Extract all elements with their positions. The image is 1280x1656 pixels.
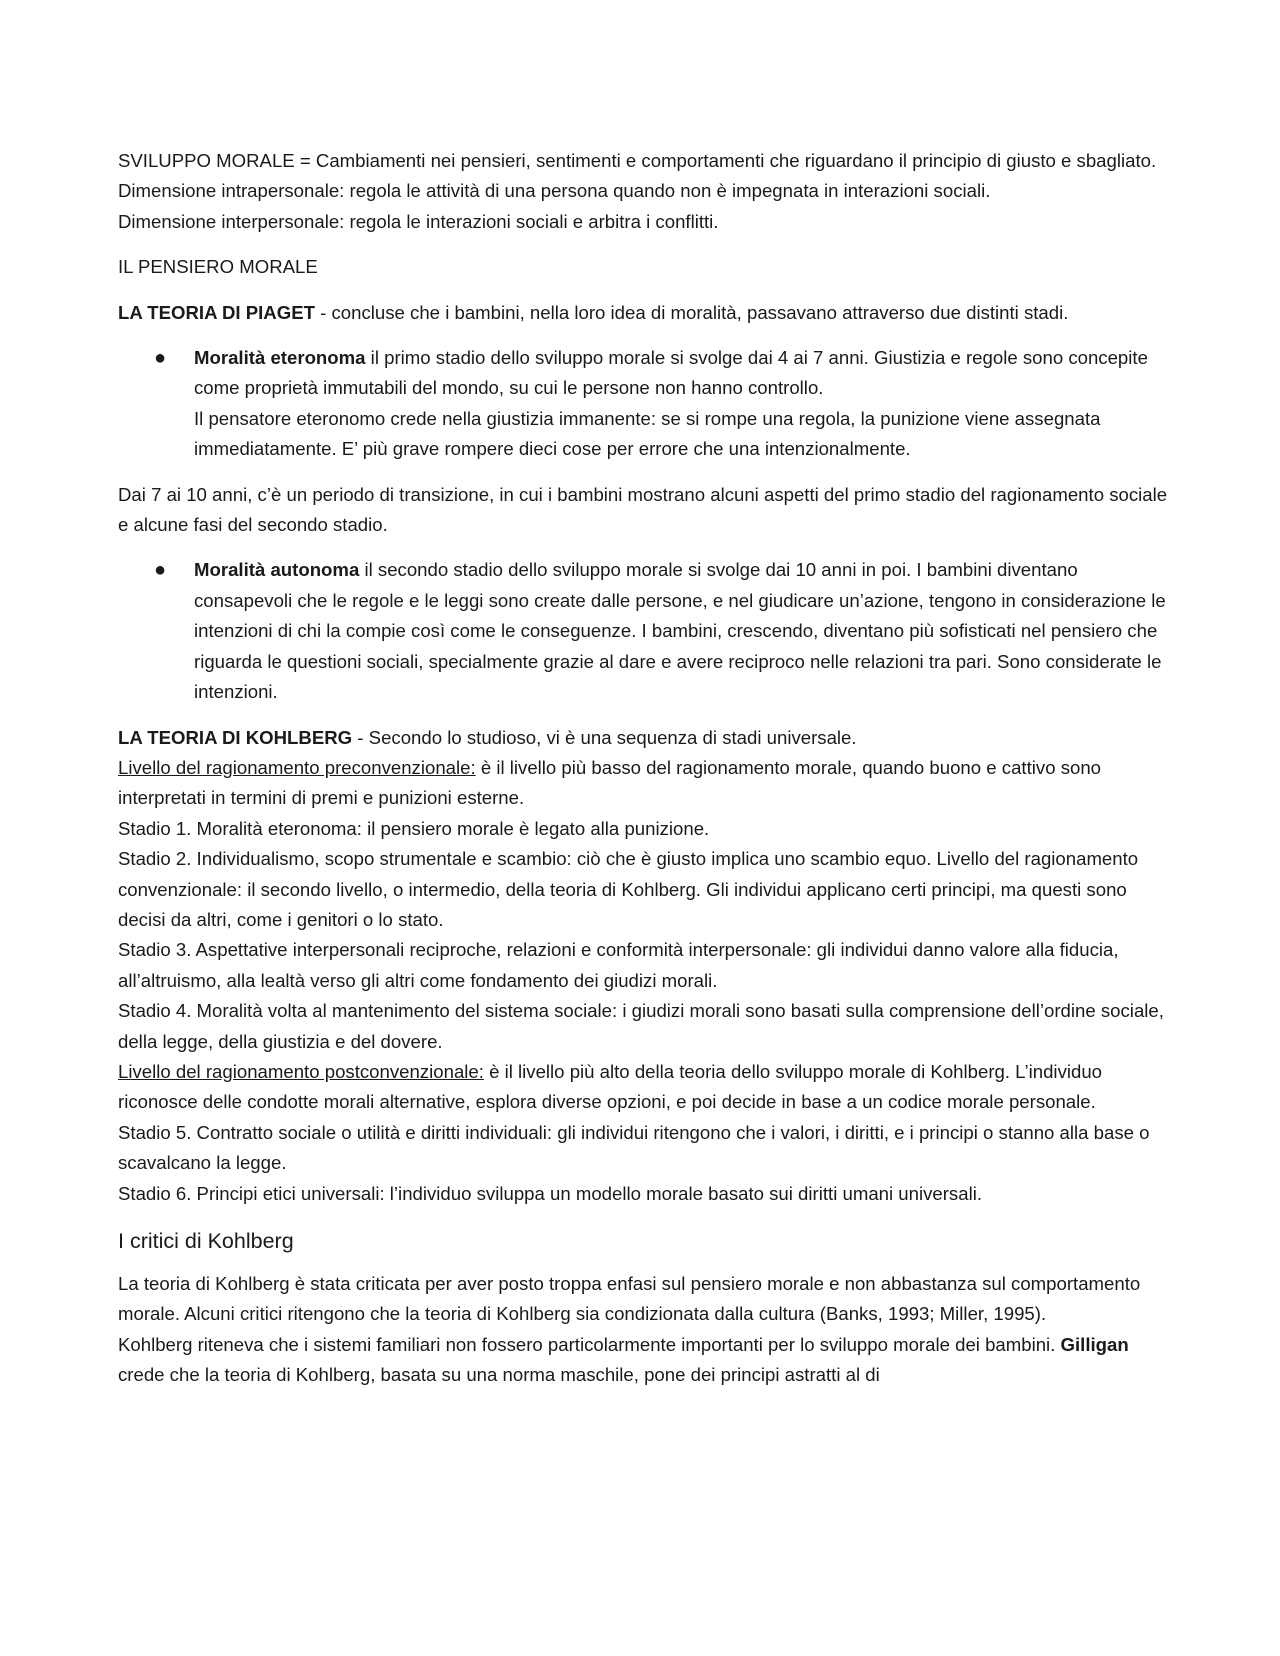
piaget-paragraph (118, 298, 1168, 328)
preconventional-text: è il livello più basso del ragionamento morale, quando buono e cattivo sono interpretati in termini di premi e punizioni esterne. (118, 756, 1102, 809)
kohlberg-stadio-1: Stadio 1. Moralità eteronoma: il pensiero morale è legato alla punizione. (118, 817, 710, 839)
bullet-icon: ● (154, 347, 167, 370)
kohlberg-stadio-4: Stadio 4. Moralità volta al mantenimento del sistema sociale: i giudizi morali sono basati sulla comprensione dell’ordine sociale, della legge, della giustizia e del dovere. (118, 1000, 1164, 1052)
bullet-autonoma-title: Moralità autonoma (194, 559, 360, 581)
section-heading-pensiero: IL PENSIERO MORALE (118, 256, 318, 278)
intro-definition: SVILUPPO MORALE = Cambiamenti nei pensieri, sentimenti e comportamenti che riguardano il principio di giusto e sbagliato. (118, 150, 1157, 171)
gilligan-name: Gilligan (1060, 1333, 1129, 1355)
critici-text-a: Kohlberg riteneva che i sistemi familiari non fossero particolarmente importanti per lo sviluppo morale dei bambini. (118, 1333, 1061, 1355)
list-item (118, 555, 1168, 707)
bullet-eteronoma-text: il primo stadio dello sviluppo morale si svolge dai 4 ai 7 anni. Giustizia e regole sono concepite come proprietà immutabili del mondo, su cui le persone non hanno controllo. (194, 347, 1148, 399)
bullet-eteronoma-text2: Il pensatore eteronomo crede nella giustizia immanente: se si rompe una regola, la punizione viene assegnata immediatamente. E’ più grave rompere dieci cose per errore che una intenzionalmente. (194, 407, 1101, 460)
kohlberg-postconventional (118, 1057, 1168, 1118)
intro-interpersonal: Dimensione interpersonale: regola le interazioni sociali e arbitra i conflitti. (118, 210, 719, 232)
document-page (118, 146, 1168, 1391)
postconventional-text: è il livello più alto della teoria dello sviluppo morale di Kohlberg. L’individuo riconosce delle condotte morali alternative, esplora diverse opzioni, e poi decide in base a un codice morale personale. (118, 1060, 1103, 1113)
critici-paragraph-1: La teoria di Kohlberg è stata criticata per aver posto troppa enfasi sul pensiero morale e non abbastanza sul comportamento morale. Alcuni critici ritengono che la teoria di Kohlberg sia condizionata dalla cultura (Banks, 1993; Miller, 1995). (118, 1273, 1141, 1325)
bullet-eteronoma-main (194, 343, 1168, 404)
list-item (118, 343, 1168, 465)
bullet-autonoma-main (194, 555, 1168, 707)
kohlberg-title: LA TEORIA DI KOHLBERG (118, 726, 353, 748)
bullet-autonoma-text: il secondo stadio dello sviluppo morale si svolge dai 10 anni in poi. I bambini diventano consapevoli che le regole e le leggi sono create dalle persone, e nel giudicare un’azione, tengono in considerazione le intenzioni di chi la compie così come le conseguenze. I bambini, crescendo, diventano più sofisticati nel pensiero che riguarda le questioni sociali, specialmente grazie al dare e avere reciproco nelle relazioni tra pari. Sono considerate le intenzioni. (194, 559, 1166, 703)
kohlberg-preconventional (118, 753, 1168, 814)
piaget-list-2 (118, 555, 1168, 707)
piaget-list-1 (118, 343, 1168, 465)
kohlberg-stadio-5: Stadio 5. Contratto sociale o utilità e diritti individuali: gli individui ritengono che i valori, i diritti, e i principi o stanno alla base o scavalcano la legge. (118, 1121, 1150, 1174)
intro-intrapersonal: Dimensione intrapersonale: regola le attività di una persona quando non è impegnata in interazioni sociali. (118, 180, 991, 202)
bullet-icon: ● (154, 559, 167, 582)
piaget-title: LA TEORIA DI PIAGET (118, 301, 315, 323)
kohlberg-stadio-2: Stadio 2. Individualismo, scopo strumentale e scambio: ciò che è giusto implica uno scambio equo. Livello del ragionamento convenzionale: il secondo livello, o intermedio, della teoria di Kohlberg. Gli individui applicano certi principi, ma questi sono decisi da altri, come i genitori o lo stato. (118, 848, 1139, 930)
postconventional-label: Livello del ragionamento postconvenzionale: (118, 1060, 484, 1082)
critici-paragraph-2 (118, 1330, 1168, 1391)
kohlberg-text: - Secondo lo studioso, vi è una sequenza di stadi universale. (352, 726, 857, 748)
kohlberg-paragraph (118, 723, 1168, 753)
transition-paragraph: Dai 7 ai 10 anni, c’è un periodo di transizione, in cui i bambini mostrano alcuni aspetti del primo stadio del ragionamento sociale e alcune fasi del secondo stadio. (118, 483, 1168, 536)
preconventional-label: Livello del ragionamento preconvenzionale: (118, 756, 476, 778)
kohlberg-stadio-3: Stadio 3. Aspettative interpersonali reciproche, relazioni e conformità interpersonale: gli individui danno valore alla fiducia, all’altruismo, alla lealtà verso gli altri come fondamento dei giudizi morali. (118, 939, 1119, 991)
critici-text-b: crede che la teoria di Kohlberg, basata su una norma maschile, pone dei principi astratti al di (118, 1364, 880, 1386)
critici-heading: I critici di Kohlberg (118, 1229, 294, 1253)
kohlberg-stadio-6: Stadio 6. Principi etici universali: l’individuo sviluppa un modello morale basato sui diritti umani universali. (118, 1182, 983, 1204)
piaget-text: - concluse che i bambini, nella loro idea di moralità, passavano attraverso due distinti stadi. (314, 301, 1069, 323)
bullet-eteronoma-title: Moralità eteronoma (194, 347, 366, 369)
